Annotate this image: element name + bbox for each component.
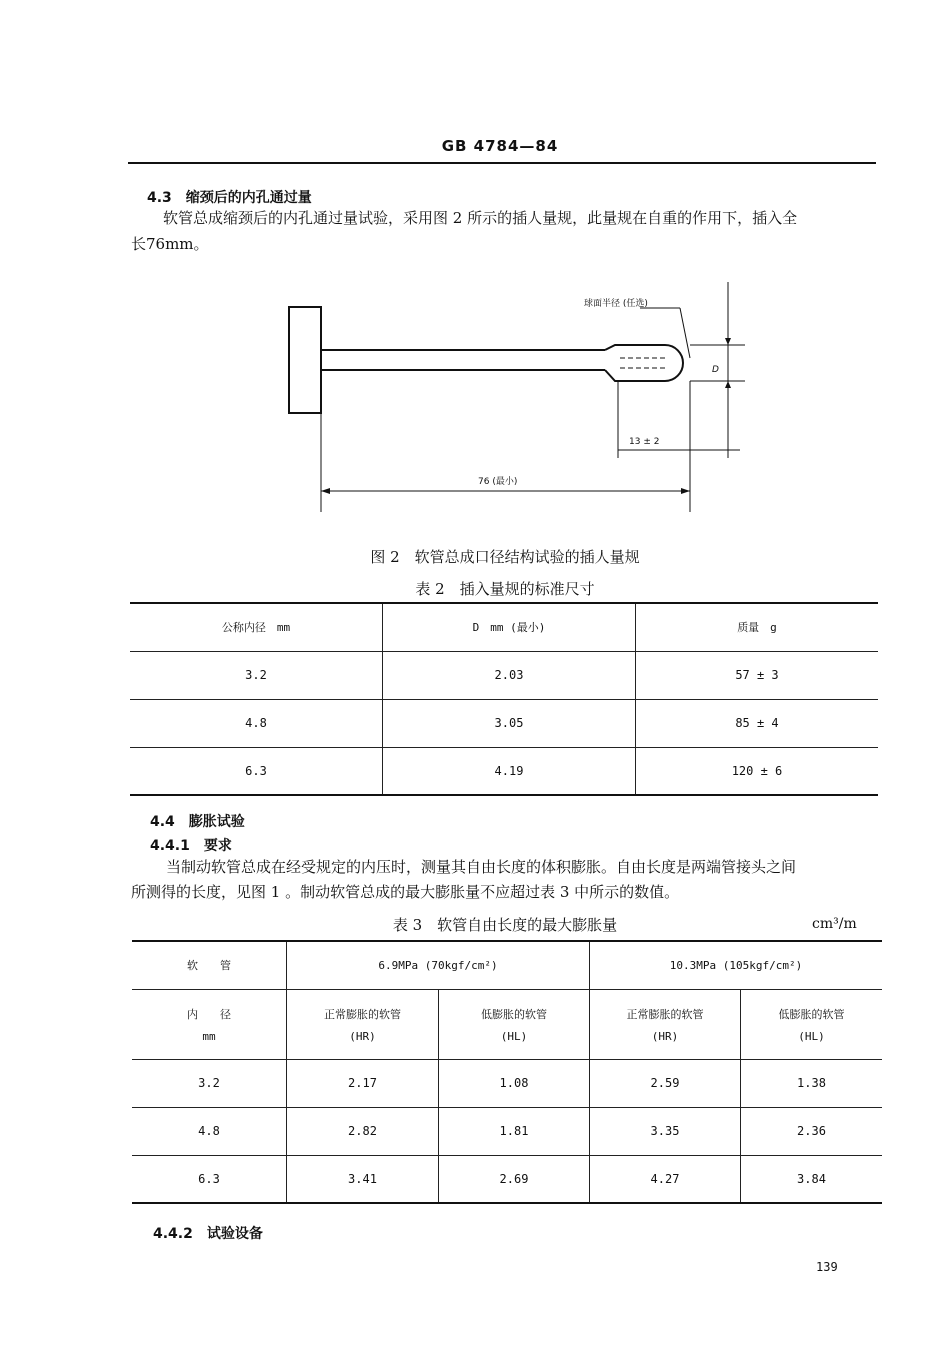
table-3-pressure-1-header: 6.9MPa (70kgf/cm²) — [287, 941, 590, 989]
table-cell: 1.81 — [439, 1107, 590, 1155]
table-3-id-label: 内 径 — [187, 1007, 231, 1021]
table-row — [132, 1107, 882, 1155]
table-3-low-code: (HL) — [500, 1029, 528, 1043]
table-row — [130, 699, 878, 747]
table-cell: 2.59 — [590, 1059, 741, 1107]
section-4-4-1-line1: 当制动软管总成在经受规定的内压时，测量其自由长度的体积膨胀。自由长度是两端管接头之间 — [166, 858, 797, 876]
table-cell: 2.82 — [287, 1107, 439, 1155]
table-2-header-cell: D mm (最小) — [383, 603, 636, 651]
gauge-tip-shape — [605, 345, 683, 381]
table-cell: 2.03 — [383, 651, 636, 699]
table-row — [132, 1155, 882, 1203]
section-4-3-heading: 4.3 缩颈后的内孔通过量 — [147, 190, 312, 206]
insertion-gauge-figure — [280, 280, 750, 520]
table-cell: 85 ± 4 — [636, 699, 879, 747]
table-cell: 57 ± 3 — [636, 651, 879, 699]
sphere-leader-diag — [680, 308, 690, 358]
table-cell: 3.35 — [590, 1107, 741, 1155]
table-3-id-header — [132, 989, 287, 1059]
table-cell: 4.8 — [132, 1107, 287, 1155]
table-cell: 3.05 — [383, 699, 636, 747]
table-2-caption: 表 2 插入量规的标准尺寸 — [415, 580, 595, 598]
table-cell: 2.17 — [287, 1059, 439, 1107]
figure-2-caption: 图 2 软管总成口径结构试验的插人量规 — [370, 548, 640, 566]
d-label: D — [712, 365, 719, 375]
sphere-radius-label: 球面半径 (任选) — [584, 299, 648, 309]
table-cell: 3.84 — [741, 1155, 883, 1203]
table-3-normal-label: 正常膨胀的软管 — [626, 1007, 704, 1021]
dim76-label: 76 (最小) — [478, 477, 518, 487]
table-3-low-label: 低膨胀的软管 — [481, 1007, 547, 1021]
d-arrow-top — [725, 338, 731, 345]
table-cell: 6.3 — [132, 1155, 287, 1203]
table-cell: 3.41 — [287, 1155, 439, 1203]
d-arrow-bottom — [725, 381, 731, 388]
table-2 — [130, 602, 878, 796]
section-4-4-heading: 4.4 膨胀试验 — [150, 814, 245, 830]
header-rule — [128, 162, 876, 164]
table-cell: 1.38 — [741, 1059, 883, 1107]
table-3-low-header-2 — [741, 989, 883, 1059]
table-3-header-row-1 — [132, 941, 882, 989]
table-cell: 120 ± 6 — [636, 747, 879, 795]
table-3-low-header-1 — [439, 989, 590, 1059]
table-3-normal-header-2 — [590, 989, 741, 1059]
table-cell: 4.19 — [383, 747, 636, 795]
table-row — [132, 1059, 882, 1107]
table-cell: 6.3 — [130, 747, 383, 795]
page-header-title: GB 4784—84 — [441, 137, 559, 155]
table-3-normal-label: 正常膨胀的软管 — [324, 1007, 401, 1021]
dim76-arrow-right — [681, 488, 690, 494]
section-4-4-2-heading: 4.4.2 试验设备 — [153, 1226, 263, 1242]
table-cell: 1.08 — [439, 1059, 590, 1107]
table-row — [130, 747, 878, 795]
page-number: 139 — [816, 1260, 838, 1274]
table-3 — [132, 940, 882, 1204]
table-3-normal-header-1 — [287, 989, 439, 1059]
table-3-caption: 表 3 软管自由长度的最大膨胀量 — [392, 916, 618, 934]
table-row — [130, 651, 878, 699]
table-3-normal-code: (HR) — [349, 1029, 376, 1043]
dim13-label: 13 ± 2 — [629, 437, 660, 447]
table-2-header-cell: 公称内径 mm — [130, 603, 383, 651]
table-cell: 4.27 — [590, 1155, 741, 1203]
table-cell: 2.36 — [741, 1107, 883, 1155]
section-4-3-line1: 软管总成缩颈后的内孔通过量试验，采用图 2 所示的插人量规，此量规在自重的作用下，插入全 — [163, 209, 798, 227]
table-cell: 2.69 — [439, 1155, 590, 1203]
table-3-normal-code: (HR) — [651, 1029, 679, 1043]
table-2-header-row — [130, 603, 878, 651]
section-4-4-1-line2: 所测得的长度，见图 1 。制动软管总成的最大膨胀量不应超过表 3 中所示的数值。 — [131, 883, 680, 901]
gauge-handle-shape — [289, 307, 321, 413]
table-3-low-label: 低膨胀的软管 — [778, 1007, 845, 1021]
table-cell: 3.2 — [130, 651, 383, 699]
section-4-4-1-heading: 4.4.1 要求 — [150, 838, 232, 854]
section-4-3-line2: 长76mm。 — [131, 235, 209, 253]
table-3-unit: cm³/m — [812, 916, 857, 932]
table-3-id-unit: mm — [202, 1029, 216, 1043]
table-cell: 3.2 — [132, 1059, 287, 1107]
table-3-pressure-2-header: 10.3MPa (105kgf/cm²) — [590, 941, 883, 989]
table-3-hose-header: 软 管 — [132, 941, 287, 989]
table-2-header-cell: 质量 g — [636, 603, 879, 651]
table-cell: 4.8 — [130, 699, 383, 747]
table-3-header-row-2 — [132, 989, 882, 1059]
dim76-arrow-left — [321, 488, 330, 494]
table-3-low-code: (HL) — [798, 1029, 825, 1043]
